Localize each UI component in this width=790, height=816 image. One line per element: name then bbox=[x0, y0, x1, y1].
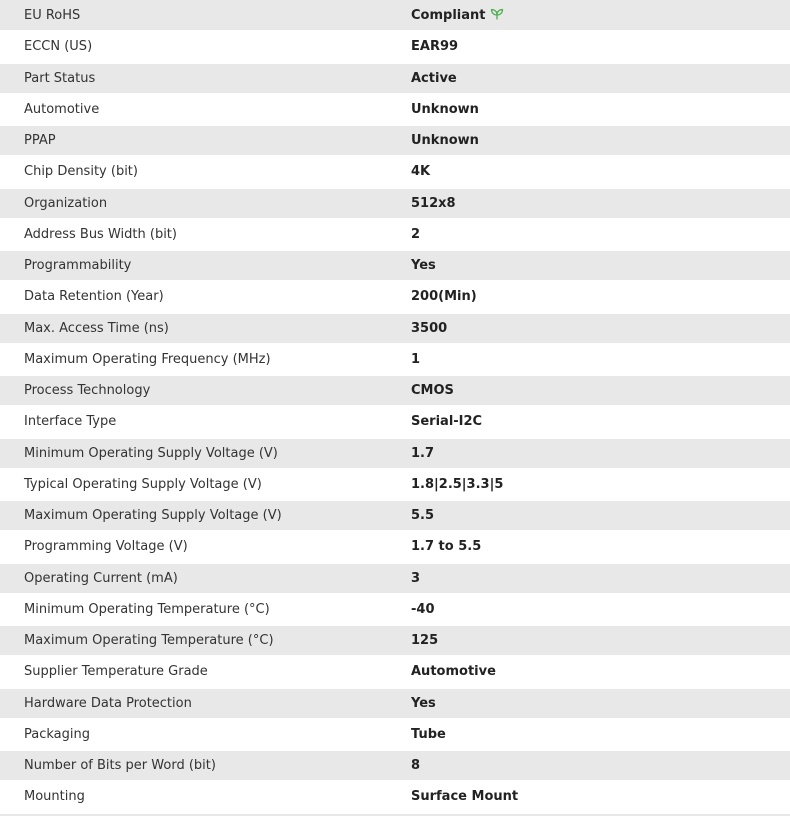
spec-label: Address Bus Width (bit) bbox=[24, 226, 177, 242]
spec-row-organization bbox=[0, 188, 790, 219]
spec-value: 1.7 bbox=[411, 445, 435, 461]
spec-value: Tube bbox=[411, 726, 446, 742]
spec-value: Automotive bbox=[411, 664, 496, 680]
spec-row-max-supply-voltage bbox=[0, 500, 790, 531]
spec-row-min-operating-temperature bbox=[0, 594, 790, 625]
spec-row-programmability bbox=[0, 250, 790, 281]
spec-value: Yes bbox=[411, 258, 436, 274]
spec-row-max-operating-frequency bbox=[0, 344, 790, 375]
spec-value: 8 bbox=[411, 758, 421, 774]
spec-value: 4K bbox=[411, 164, 431, 180]
spec-label: Process Technology bbox=[24, 383, 151, 399]
spec-row-data-retention bbox=[0, 281, 790, 312]
spec-label: Programmability bbox=[24, 258, 132, 274]
spec-value: 125 bbox=[411, 633, 439, 649]
spec-row-max-operating-temperature bbox=[0, 625, 790, 656]
table-bottom-border bbox=[0, 814, 790, 816]
spec-value: 200(Min) bbox=[411, 289, 477, 305]
spec-row-hardware-data-protection bbox=[0, 688, 790, 719]
spec-row-eccn bbox=[0, 31, 790, 62]
spec-label: Minimum Operating Temperature (°C) bbox=[24, 601, 270, 617]
spec-row-part-status bbox=[0, 63, 790, 94]
spec-label: Programming Voltage (V) bbox=[24, 539, 188, 555]
spec-value: Serial-I2C bbox=[411, 414, 483, 430]
spec-label: Chip Density (bit) bbox=[24, 164, 138, 180]
spec-row-packaging bbox=[0, 719, 790, 750]
spec-value: 3 bbox=[411, 570, 421, 586]
spec-row-eu-rohs bbox=[0, 0, 790, 31]
spec-label: EU RoHS bbox=[24, 7, 81, 23]
spec-label: PPAP bbox=[24, 133, 56, 149]
spec-value: 1.8|2.5|3.3|5 bbox=[411, 476, 504, 492]
spec-row-address-bus-width bbox=[0, 219, 790, 250]
spec-row-mounting bbox=[0, 781, 790, 812]
spec-row-process-technology bbox=[0, 375, 790, 406]
spec-value: CMOS bbox=[411, 383, 454, 399]
spec-row-interface-type bbox=[0, 406, 790, 437]
spec-value: 1 bbox=[411, 351, 421, 367]
spec-row-min-supply-voltage bbox=[0, 438, 790, 469]
spec-row-operating-current bbox=[0, 563, 790, 594]
spec-value: 512x8 bbox=[411, 195, 456, 211]
spec-label: Maximum Operating Frequency (MHz) bbox=[24, 351, 271, 367]
spec-label: Maximum Operating Supply Voltage (V) bbox=[24, 508, 282, 524]
spec-label: Data Retention (Year) bbox=[24, 289, 164, 305]
spec-row-supplier-temperature-grade bbox=[0, 656, 790, 687]
spec-label: Operating Current (mA) bbox=[24, 570, 178, 586]
spec-label: Part Status bbox=[24, 70, 96, 86]
spec-value-cell bbox=[387, 0, 790, 31]
spec-value: Active bbox=[411, 70, 457, 86]
spec-label: Minimum Operating Supply Voltage (V) bbox=[24, 445, 278, 461]
spec-label: Number of Bits per Word (bit) bbox=[24, 758, 216, 774]
spec-value: 5.5 bbox=[411, 508, 435, 524]
spec-value: Unknown bbox=[411, 133, 479, 149]
spec-label: Supplier Temperature Grade bbox=[24, 664, 208, 680]
spec-value: EAR99 bbox=[411, 39, 459, 55]
spec-row-typical-supply-voltage bbox=[0, 469, 790, 500]
spec-label: Typical Operating Supply Voltage (V) bbox=[24, 476, 262, 492]
spec-value: Compliant bbox=[411, 7, 486, 23]
spec-value: Yes bbox=[411, 695, 436, 711]
spec-row-bits-per-word bbox=[0, 750, 790, 781]
leaf-icon bbox=[490, 8, 504, 20]
spec-label: Organization bbox=[24, 195, 108, 211]
spec-label: Mounting bbox=[24, 789, 85, 805]
spec-value: 3500 bbox=[411, 320, 448, 336]
spec-label: Packaging bbox=[24, 726, 90, 742]
spec-label: Automotive bbox=[24, 101, 100, 117]
spec-value: 2 bbox=[411, 226, 421, 242]
spec-label: Hardware Data Protection bbox=[24, 695, 192, 711]
spec-row-ppap bbox=[0, 125, 790, 156]
spec-label: Interface Type bbox=[24, 414, 117, 430]
spec-row-chip-density bbox=[0, 156, 790, 187]
spec-label: ECCN (US) bbox=[24, 39, 93, 55]
spec-value: Surface Mount bbox=[411, 789, 519, 805]
spec-value: 1.7 to 5.5 bbox=[411, 539, 482, 555]
spec-label: Max. Access Time (ns) bbox=[24, 320, 169, 336]
spec-row-max-access-time bbox=[0, 313, 790, 344]
spec-row-automotive bbox=[0, 94, 790, 125]
spec-value: Unknown bbox=[411, 101, 479, 117]
spec-label: Maximum Operating Temperature (°C) bbox=[24, 633, 274, 649]
spec-value: -40 bbox=[411, 601, 435, 617]
spec-row-programming-voltage bbox=[0, 531, 790, 562]
